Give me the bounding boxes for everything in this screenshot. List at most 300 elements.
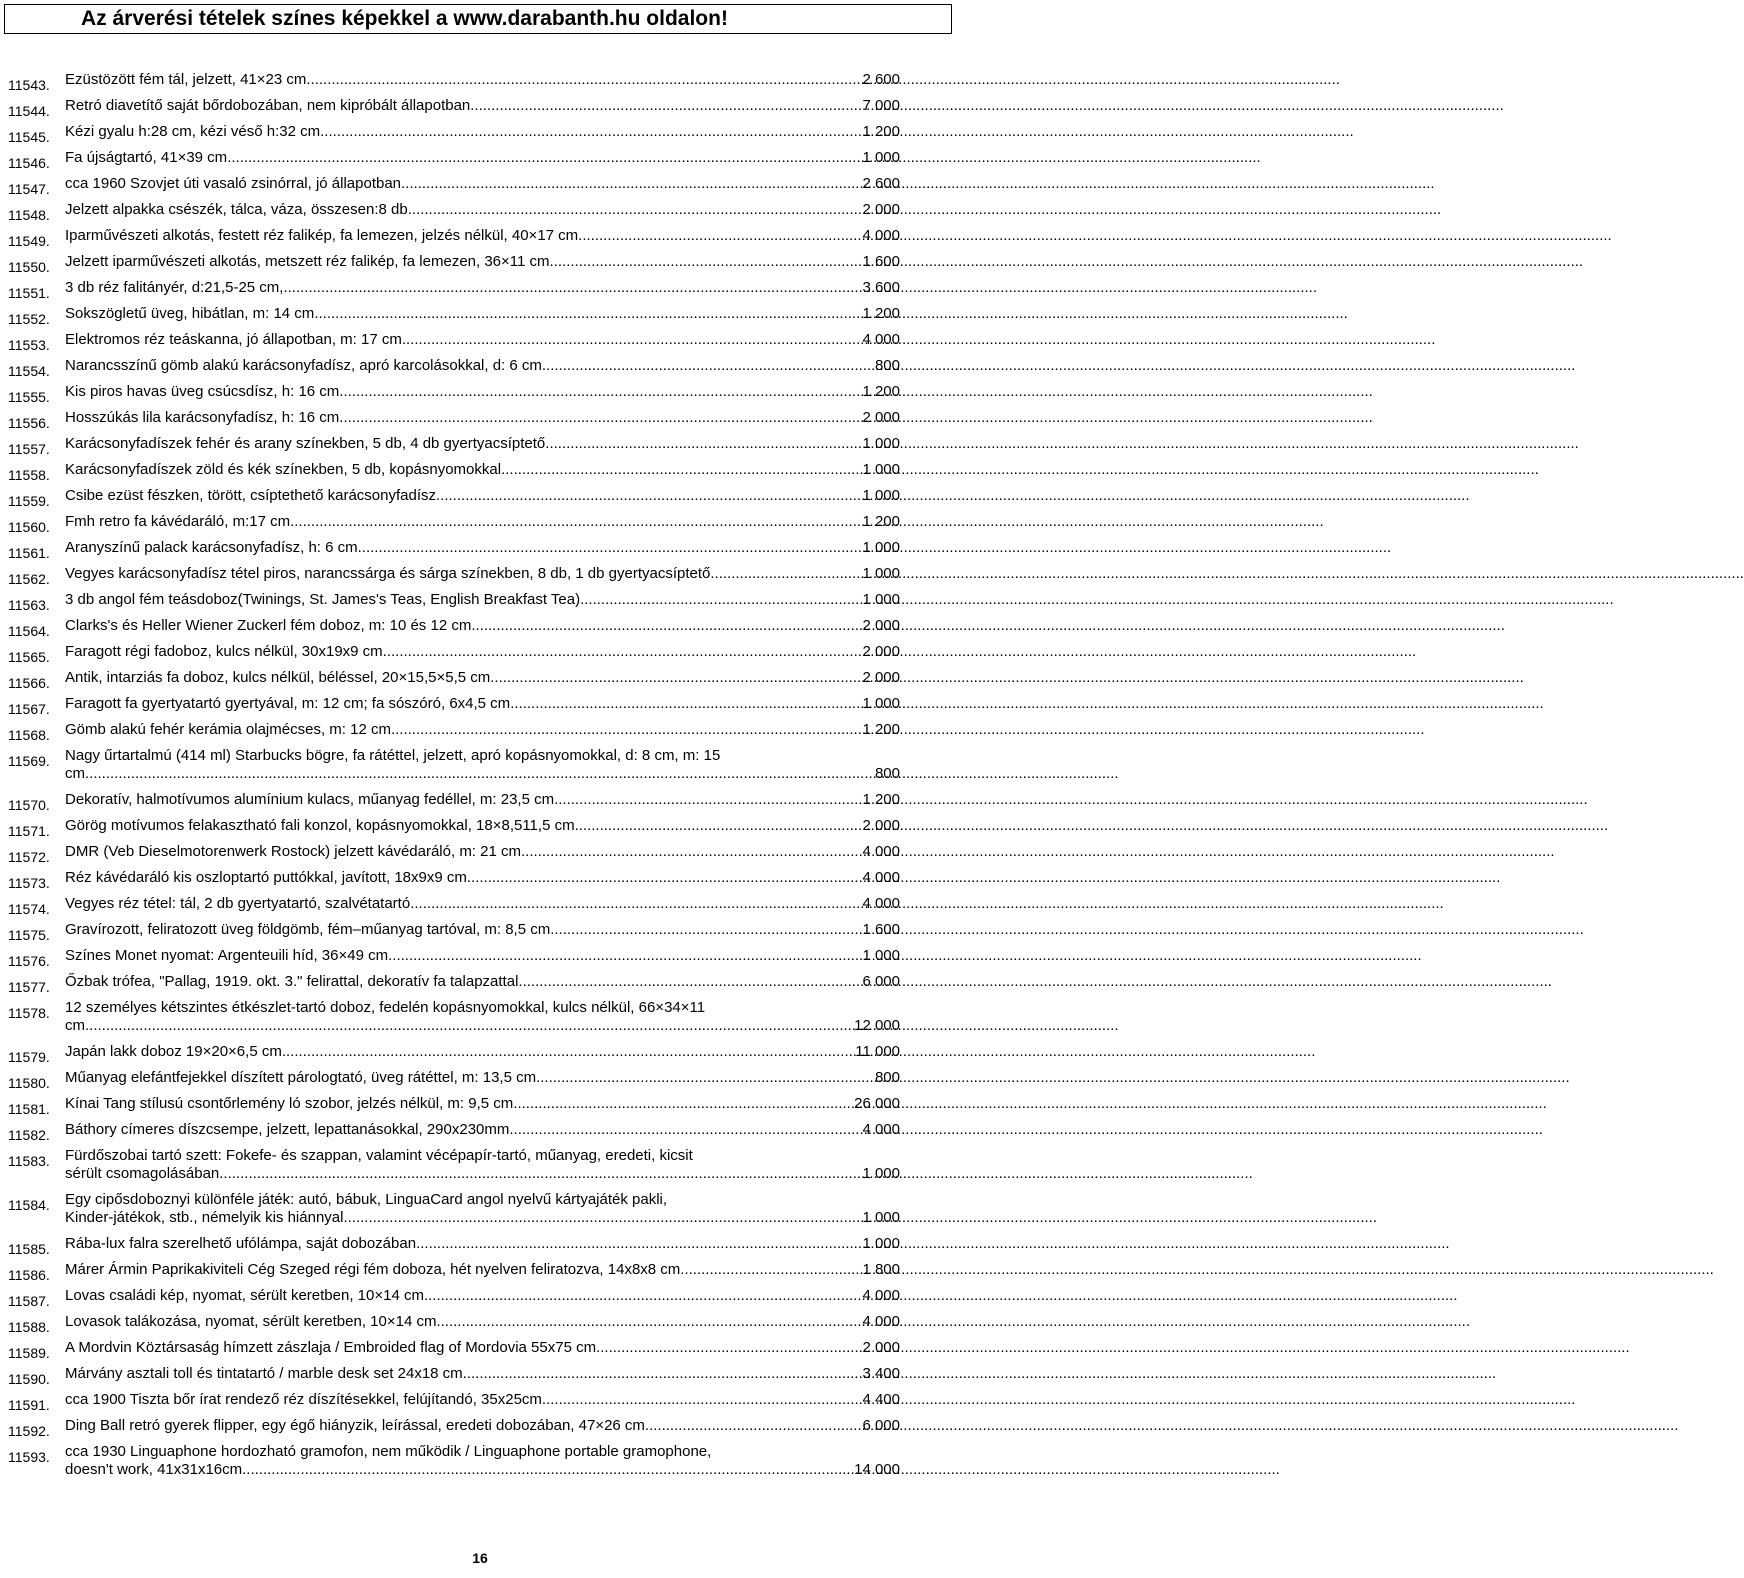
lot-content (65, 695, 900, 713)
lot-price: 4 000 (862, 1313, 900, 1330)
dot-leader (510, 695, 862, 713)
lot-price: 1 200 (862, 305, 900, 322)
lot-price: 7 000 (862, 97, 900, 114)
lot-content (65, 1391, 900, 1409)
list-item (8, 947, 900, 973)
lot-description: Rába-lux falra szerelhető ufólámpa, saját dobozában (65, 1235, 417, 1252)
lot-description: Gravírozott, feliratozott üveg földgömb, fém–műanyag tartóval, m: 8,5 cm (65, 921, 551, 938)
lot-description-line: Fürdőszobai tartó szett: Fokefe- és szappan, valamint vécépapír-tartó, műanyag, eredeti, kicsit (65, 1147, 693, 1164)
lot-number: 11547. (8, 181, 50, 197)
lot-number: 11558. (8, 467, 50, 483)
dot-leader (401, 175, 862, 193)
lot-content (65, 383, 900, 401)
dot-leader (424, 1287, 863, 1305)
lot-line (65, 1287, 900, 1305)
lot-price: 1 200 (862, 513, 900, 530)
lot-price: 4 000 (862, 843, 900, 860)
lot-line (65, 1209, 900, 1227)
lot-description: Vegyes karácsonyfadísz tétel piros, narancssárga és sárga színekben, 8 db, 1 db gyertyacsíptető (65, 565, 711, 582)
lot-price: 2 000 (862, 201, 900, 218)
list-item (8, 999, 900, 1043)
lot-price: 1 200 (862, 791, 900, 808)
lot-line (65, 1095, 900, 1113)
lot-line (65, 149, 900, 167)
list-item (8, 921, 900, 947)
dot-leader (416, 1235, 862, 1253)
lot-number: 11565. (8, 649, 50, 665)
list-item (8, 71, 900, 97)
dot-leader (470, 97, 862, 115)
lot-price: 2 000 (862, 409, 900, 426)
lot-description: Gömb alakú fehér kerámia olajmécses, m: 12 cm (65, 721, 391, 738)
dot-leader (85, 1017, 854, 1035)
lot-description: Őzbak trófea, "Pallag, 1919. okt. 3." felirattal, dekoratív fa talapzattal (65, 973, 519, 990)
lot-price: 2 000 (862, 1339, 900, 1356)
lot-line (65, 357, 900, 375)
lot-number: 11573. (8, 875, 50, 891)
lot-number: 11543. (8, 77, 50, 93)
lot-description: Iparművészeti alkotás, festett réz falikép, fa lemezen, jelzés nélkül, 40×17 cm (65, 227, 579, 244)
lot-description: Ding Ball retró gyerek flipper, egy égő hiányzik, leírással, eredeti dobozában, 47×26 cm (65, 1417, 645, 1434)
lot-number: 11581. (8, 1101, 50, 1117)
lot-price: 1 200 (862, 123, 900, 140)
lot-line (65, 435, 900, 453)
lot-line (65, 1261, 900, 1279)
lot-description: sérült csomagolásában (65, 1165, 220, 1182)
list-item (8, 695, 900, 721)
lot-price: 1 600 (862, 253, 900, 270)
dot-leader (550, 253, 863, 271)
lot-number: 11569. (8, 753, 50, 769)
lot-content (65, 947, 900, 965)
lot-number: 11553. (8, 337, 50, 353)
lot-number: 11583. (8, 1153, 50, 1169)
lot-price: 1 000 (862, 487, 900, 504)
lot-description: Narancsszínű gömb alakú karácsonyfadísz, apró karcolásokkal, d: 6 cm (65, 357, 542, 374)
lot-line (65, 123, 900, 141)
list-item (8, 97, 900, 123)
list-item (8, 383, 900, 409)
lot-description: cca 1960 Szovjet úti vasaló zsinórral, jó állapotban (65, 175, 402, 192)
lot-line (65, 921, 900, 939)
dot-leader (383, 643, 863, 661)
dot-leader (536, 1069, 875, 1087)
dot-leader (306, 71, 862, 89)
lot-price: 2 600 (862, 175, 900, 192)
lot-line (65, 1461, 900, 1479)
lot-price: 6 000 (862, 1417, 900, 1434)
lot-line (65, 947, 900, 965)
dot-leader (467, 869, 863, 887)
lot-description-line: Nagy űrtartalmú (414 ml) Starbucks bögre, fa rátéttel, jelzett, apró kopásnyomokkal, d: 8 cm, m: 15 (65, 747, 721, 764)
lot-content (65, 1069, 900, 1087)
lot-price: 800 (874, 357, 900, 374)
lot-number: 11552. (8, 311, 50, 327)
dot-leader (339, 409, 862, 427)
lot-description: Aranyszínű palack karácsonyfadísz, h: 6 cm (65, 539, 358, 556)
lot-number: 11559. (8, 493, 50, 509)
list-item (8, 643, 900, 669)
lot-content (65, 921, 900, 939)
lot-line (65, 487, 900, 505)
lot-number: 11579. (8, 1049, 50, 1065)
list-item (8, 1313, 900, 1339)
lot-description: Báthory címeres díszcsempe, jelzett, lepattanásokkal, 290x230mm (65, 1121, 510, 1138)
dot-leader (227, 149, 862, 167)
lot-content (65, 1235, 900, 1253)
lot-content (65, 487, 900, 505)
lot-line (65, 175, 900, 193)
lot-line (65, 409, 900, 427)
lot-line (65, 97, 900, 115)
lot-price: 1 000 (862, 1165, 900, 1182)
lot-line (65, 643, 900, 661)
lot-number: 11554. (8, 363, 50, 379)
list-item (8, 1069, 900, 1095)
lot-description: Sokszögletű üveg, hibátlan, m: 14 cm (65, 305, 315, 322)
lot-description: Antik, intarziás fa doboz, kulcs nélkül, béléssel, 20×15,5×5,5 cm (65, 669, 491, 686)
lot-price: 1 000 (862, 1209, 900, 1226)
lot-price: 4 000 (862, 895, 900, 912)
lot-content (65, 201, 900, 219)
lot-line (65, 721, 900, 739)
lot-content (65, 591, 900, 609)
dot-leader (509, 1121, 862, 1139)
lot-description: Jelzett iparművészeti alkotás, metszett réz falikép, fa lemezen, 36×11 cm (65, 253, 550, 270)
lot-line (65, 1069, 900, 1087)
dot-leader (513, 1095, 854, 1113)
lot-description: cm (65, 765, 85, 782)
list-item (8, 1365, 900, 1391)
dot-leader (645, 1417, 863, 1435)
dot-leader (463, 1365, 863, 1383)
list-item (8, 895, 900, 921)
list-item (8, 791, 900, 817)
dot-leader (408, 201, 863, 219)
lot-content (65, 97, 900, 115)
lot-line (65, 1339, 900, 1357)
lot-line (65, 869, 900, 887)
lot-number: 11560. (8, 519, 50, 535)
lot-content (65, 123, 900, 141)
lot-content (65, 357, 900, 375)
lot-number: 11575. (8, 927, 50, 943)
lot-number: 11591. (8, 1397, 50, 1413)
lot-price: 4 000 (862, 869, 900, 886)
dot-leader (246, 1461, 854, 1479)
list-item (8, 843, 900, 869)
lot-number: 11557. (8, 441, 50, 457)
lot-number: 11572. (8, 849, 50, 865)
dot-leader (505, 461, 862, 479)
lot-description: cm (65, 1017, 85, 1034)
list-item (8, 539, 900, 565)
lot-price: 1 000 (862, 565, 900, 582)
lot-content (65, 791, 900, 809)
lot-description: Dekoratív, halmotívumos alumínium kulacs, műanyag fedéllel, m: 23,5 cm (65, 791, 555, 808)
lot-line (65, 791, 900, 809)
list-item (8, 565, 900, 591)
dot-leader (490, 669, 862, 687)
page-number: 16 (472, 1550, 488, 1566)
lot-description: Csibe ezüst fészken, törött, csíptethető karácsonyfadísz (65, 487, 437, 504)
lot-description: Hosszúkás lila karácsonyfadísz, h: 16 cm (65, 409, 340, 426)
list-item (8, 435, 900, 461)
lot-line (65, 843, 900, 861)
list-item (8, 513, 900, 539)
list-item (8, 1339, 900, 1365)
lot-line (65, 669, 900, 687)
list-item (8, 1095, 900, 1121)
lot-content (65, 843, 900, 861)
lot-line (65, 765, 900, 783)
dot-leader (290, 513, 862, 531)
lot-price: 2 000 (862, 669, 900, 686)
list-item (8, 305, 900, 331)
lot-content (65, 1365, 900, 1383)
list-item (8, 1443, 900, 1487)
lot-price: 1 600 (862, 921, 900, 938)
lot-content (65, 175, 900, 193)
lot-number: 11568. (8, 727, 50, 743)
lot-content (65, 1121, 900, 1139)
lot-description: Karácsonyfadíszek zöld és kék színekben, 5 db, kopásnyomokkal. (65, 461, 506, 478)
lot-number: 11586. (8, 1267, 50, 1283)
lot-number: 11577. (8, 979, 50, 995)
dot-leader (680, 1261, 862, 1279)
dot-leader (554, 791, 862, 809)
list-item (8, 747, 900, 791)
lot-description: Elektromos réz teáskanna, jó állapotban, m: 17 cm (65, 331, 402, 348)
lot-line (65, 383, 900, 401)
dot-leader (550, 921, 862, 939)
list-item (8, 1287, 900, 1313)
lot-price: 1 000 (862, 149, 900, 166)
page-header-banner (4, 4, 952, 34)
lot-description: Karácsonyfadíszek fehér és arany színekben, 5 db, 4 db gyertyacsíptető (65, 435, 546, 452)
lot-line (65, 1017, 900, 1035)
lot-price: 2 000 (862, 643, 900, 660)
dot-leader (402, 331, 863, 349)
lot-price: 1 000 (862, 1235, 900, 1252)
lot-description: Fa újságtartó, 41×39 cm (65, 149, 228, 166)
lot-content (65, 1147, 900, 1183)
lot-price: 800 (874, 765, 900, 782)
lot-number: 11566. (8, 675, 50, 691)
lot-content (65, 817, 900, 835)
lot-content (65, 1261, 900, 1279)
lot-number: 11580. (8, 1075, 50, 1091)
lot-line (65, 305, 900, 323)
list-item (8, 123, 900, 149)
lot-description: Ezüstözött fém tál, jelzett, 41×23 cm (65, 71, 307, 88)
list-item (8, 487, 900, 513)
lot-content (65, 279, 900, 297)
lot-number: 11571. (8, 823, 50, 839)
lot-content (65, 1191, 900, 1227)
lot-content (65, 1417, 900, 1435)
lot-price: 1 200 (862, 721, 900, 738)
list-item (8, 1261, 900, 1287)
lot-description: Műanyag elefántfejekkel díszített párologtató, üveg rátéttel, m: 13,5 cm (65, 1069, 537, 1086)
lot-description: Faragott fa gyertyatartó gyertyával, m: 12 cm; fa sószóró, 6x4,5 cm (65, 695, 511, 712)
lot-line (65, 565, 900, 583)
lot-number: 11545. (8, 129, 50, 145)
lot-line (65, 1235, 900, 1253)
lot-price: 1 000 (862, 591, 900, 608)
lot-description-line: cca 1930 Linguaphone hordozható gramofon, nem működik / Linguaphone portable gramophone, (65, 1443, 712, 1460)
lot-line (65, 279, 900, 297)
list-item (8, 149, 900, 175)
lot-line (65, 1043, 900, 1061)
dot-leader (436, 1313, 862, 1331)
dot-leader (521, 843, 862, 861)
list-item (8, 1043, 900, 1069)
list-item (8, 1235, 900, 1261)
dot-leader (85, 765, 875, 783)
lot-content (65, 643, 900, 661)
dot-leader (388, 947, 862, 965)
list-item (8, 409, 900, 435)
lot-number: 11587. (8, 1293, 50, 1309)
lot-line (65, 539, 900, 557)
lot-content (65, 461, 900, 479)
lot-description: Fmh retro fa kávédaráló, m:17 cm (65, 513, 291, 530)
lot-line (65, 1417, 900, 1435)
lot-description: Vegyes réz tétel: tál, 2 db gyertyatartó, szalvétatartó (65, 895, 411, 912)
lot-price: 4 000 (862, 1287, 900, 1304)
lot-description: Kinder-játékok, stb., némelyik kis hiánnyal (65, 1209, 344, 1226)
lot-description: Lovas családi kép, nyomat, sérült keretben, 10×14 cm (65, 1287, 424, 1304)
lot-description-line: 12 személyes kétszintes étkészlet-tartó doboz, fedelén kopásnyomokkal, kulcs nélkül, 66×34×11 (65, 999, 706, 1016)
lot-price: 1 000 (862, 461, 900, 478)
lot-price: 800 (874, 1069, 900, 1086)
lot-line (65, 71, 900, 89)
lot-description: Faragott régi fadoboz, kulcs nélkül, 30x19x9 cm (65, 643, 383, 660)
lot-number: 11548. (8, 207, 50, 223)
lot-content (65, 539, 900, 557)
list-item (8, 1391, 900, 1417)
lot-number: 11556. (8, 415, 50, 431)
list-item (8, 817, 900, 843)
lot-description: 3 db réz falitányér, d:21,5-25 cm, (65, 279, 284, 296)
lot-line (65, 1121, 900, 1139)
lot-description: Japán lakk doboz 19×20×6,5 cm (65, 1043, 282, 1060)
lot-number: 11563. (8, 597, 50, 613)
dot-leader (580, 591, 862, 609)
lot-price: 14 000 (854, 1461, 900, 1478)
lot-content (65, 973, 900, 991)
lot-content (65, 747, 900, 783)
lot-price: 26 000 (854, 1095, 900, 1112)
list-item (8, 461, 900, 487)
lot-line (65, 227, 900, 245)
lot-number: 11592. (8, 1423, 50, 1439)
lot-line (65, 331, 900, 349)
lot-price: 4 000 (862, 1121, 900, 1138)
lot-line (65, 617, 900, 635)
dot-leader (314, 305, 862, 323)
lot-description: Kézi gyalu h:28 cm, kézi véső h:32 cm (65, 123, 321, 140)
lot-number: 11578. (8, 1005, 50, 1021)
lot-content (65, 331, 900, 349)
lot-number: 11590. (8, 1371, 50, 1387)
lot-content (65, 1313, 900, 1331)
lot-description: Retró diavetítő saját bőrdobozában, nem kipróbált állapotban (65, 97, 471, 114)
lot-content (65, 565, 900, 583)
dot-leader (596, 1339, 862, 1357)
list-item (8, 1121, 900, 1147)
lot-content (65, 895, 900, 913)
lot-line (65, 1313, 900, 1331)
dot-leader (339, 383, 862, 401)
lot-content (65, 1443, 900, 1479)
lot-description: Kínai Tang stílusú csontőrlemény ló szobor, jelzés nélkül, m: 9,5 cm (65, 1095, 514, 1112)
lot-price: 1 000 (862, 695, 900, 712)
lot-number: 11550. (8, 259, 50, 275)
lot-content (65, 513, 900, 531)
lot-content (65, 1043, 900, 1061)
lot-line (65, 461, 900, 479)
lot-number: 11546. (8, 155, 50, 171)
lot-price: 2 600 (862, 71, 900, 88)
dot-leader (358, 539, 863, 557)
lot-description: Lovasok talákozása, nyomat, sérült keretben, 10×14 cm (65, 1313, 437, 1330)
lot-description: DMR (Veb Dieselmotorenwerk Rostock) jelzett kávédaráló, m: 21 cm (65, 843, 521, 860)
lot-line (65, 591, 900, 609)
lot-price: 2 000 (862, 617, 900, 634)
lot-price: 1 000 (862, 539, 900, 556)
lot-number: 11549. (8, 233, 50, 249)
dot-leader (436, 487, 862, 505)
lot-price: 11 000 (855, 1043, 900, 1060)
lot-price: 1 000 (862, 947, 900, 964)
lot-content (65, 149, 900, 167)
lot-number: 11593. (8, 1449, 50, 1465)
lot-description: Kis piros havas üveg csúcsdísz, h: 16 cm (65, 383, 340, 400)
lot-number: 11555. (8, 389, 50, 405)
page-header-title: Az árverési tételek színes képekkel a www.darabanth.hu oldalon! (81, 7, 728, 30)
lot-price: 4 400 (862, 1391, 900, 1408)
lot-content (65, 71, 900, 89)
list-item (8, 201, 900, 227)
lot-description: Réz kávédaráló kis oszloptartó puttókkal, javított, 18x9x9 cm (65, 869, 467, 886)
lot-number: 11589. (8, 1345, 50, 1361)
list-item (8, 973, 900, 999)
lot-content (65, 1339, 900, 1357)
dot-leader (219, 1165, 862, 1183)
lot-description: Görög motívumos felakasztható fali konzol, kopásnyomokkal, 18×8,511,5 cm (65, 817, 575, 834)
dot-leader (578, 227, 862, 245)
lot-price: 4 000 (862, 331, 900, 348)
list-item (8, 175, 900, 201)
lot-line (65, 895, 900, 913)
lot-number: 11588. (8, 1319, 50, 1335)
lot-line (65, 1165, 900, 1183)
lot-description-line: Egy cipősdoboznyi különféle játék: autó, bábuk, LinguaCard angol nyelvű kártyajáték pakli, (65, 1191, 668, 1208)
auction-item-list (8, 71, 900, 1487)
list-item (8, 227, 900, 253)
list-item (8, 1147, 900, 1191)
lot-content (65, 253, 900, 271)
dot-leader (282, 1043, 855, 1061)
lot-number: 11582. (8, 1127, 50, 1143)
lot-content (65, 869, 900, 887)
lot-description: Színes Monet nyomat: Argenteuili híd, 36×49 cm (65, 947, 389, 964)
lot-description: Márvány asztali toll és tintatartó / marble desk set 24x18 cm (65, 1365, 463, 1382)
lot-price: 1 800 (862, 1261, 900, 1278)
lot-number: 11585. (8, 1241, 50, 1257)
